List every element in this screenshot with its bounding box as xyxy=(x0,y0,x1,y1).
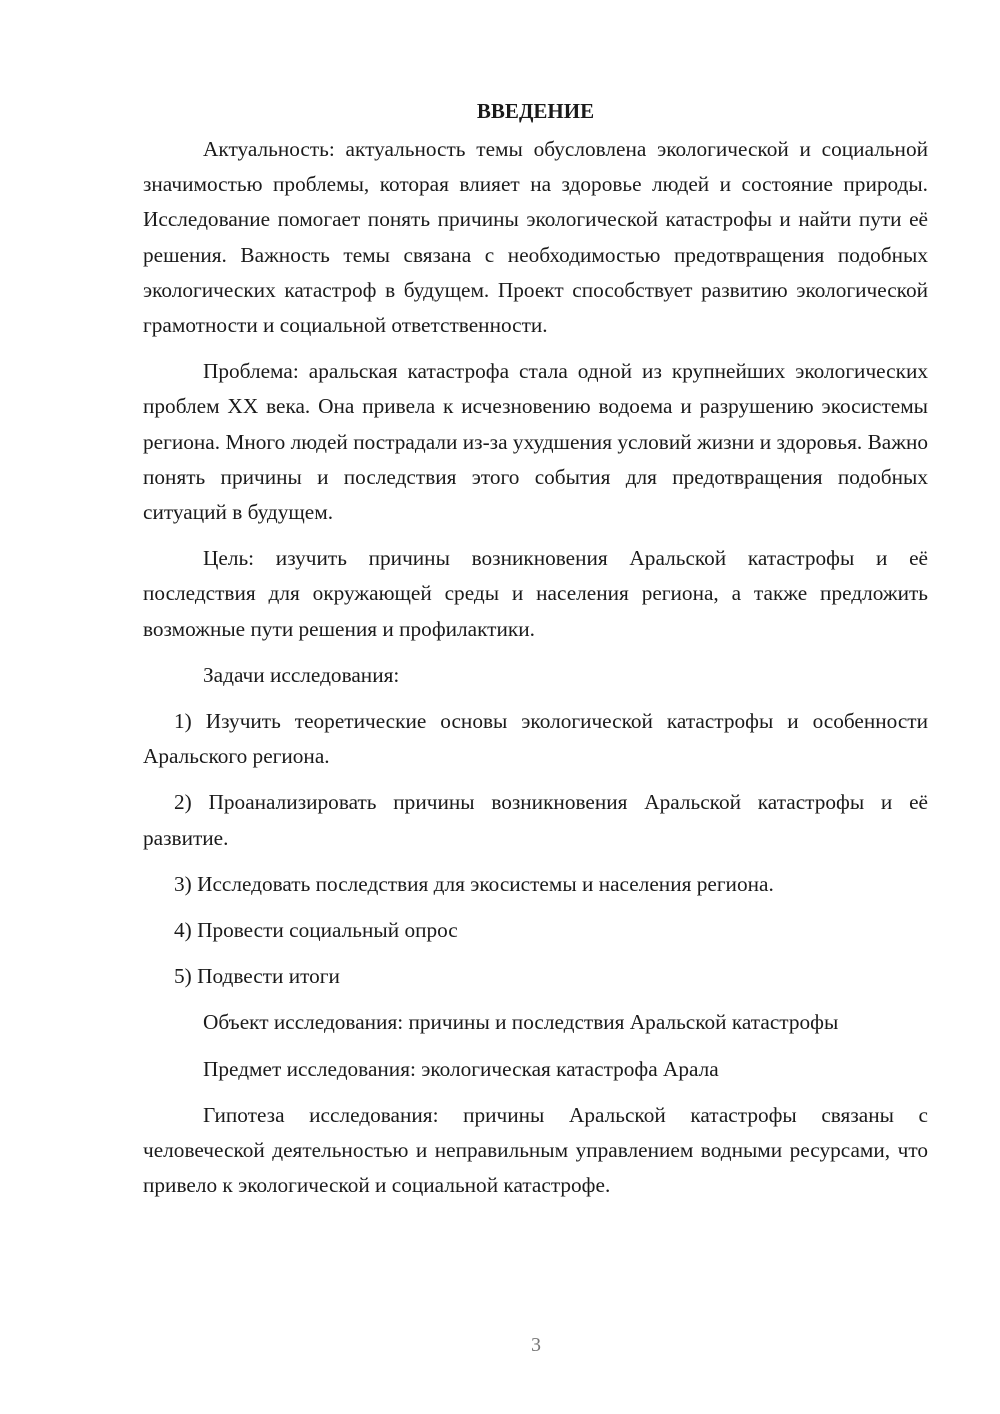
paragraph-subject: Предмет исследования: экологическая катастрофа Арала xyxy=(203,1056,719,1081)
list-item: 5) Подвести итоги xyxy=(174,964,340,989)
list-item: 3) Исследовать последствия для экосистемы и населения региона. xyxy=(174,871,774,896)
paragraph-relevance: Актуальность: актуальность темы обусловлена экологической и социальной значимостью проблемы, которая влияет на здоровье людей и состояние природы. Исследование помогает понять причины экологической катастрофы и найти пути её решения. Важность темы связана с необходимостью предотвращения подобных экологических катастроф в будущем. Проект способствует развитию экологической грамотности и социальной ответственности. xyxy=(143,137,928,338)
paragraph-problem: Проблема: аральская катастрофа стала одной из крупнейших экологических проблем XX века. Она привела к исчезновению водоема и разрушению экосистемы региона. Много людей пострадали из-за ухудшения условий жизни и здоровья. Важно понять причины и последствия этого события для предотвращения подобных ситуаций в будущем. xyxy=(143,359,928,525)
paragraph-goal: Цель: изучить причины возникновения Аральской катастрофы и её последствия для окружающей среды и населения региона, а также предложить возможные пути решения и профилактики. xyxy=(143,546,928,641)
paragraph-hypothesis: Гипотеза исследования: причины Аральской катастрофы связаны с человеческой деятельностью и неправильным управлением водными ресурсами, что привело к экологической и социальной катастрофе. xyxy=(143,1102,928,1198)
section-title: ВВЕДЕНИЕ xyxy=(476,99,595,123)
paragraph-object: Объект исследования: причины и последствия Аральской катастрофы xyxy=(203,1010,839,1035)
paragraph-tasks-heading: Задачи исследования: xyxy=(203,662,400,687)
document-page xyxy=(143,96,928,1214)
list-item: 1) Изучить теоретические основы экологической катастрофы и особенности Аральского региона. xyxy=(143,709,928,769)
list-item: 2) Проанализировать причины возникновения Аральской катастрофы и её развитие. xyxy=(143,790,928,850)
list-item: 4) Провести социальный опрос xyxy=(174,918,458,943)
page-number: 3 xyxy=(531,1334,541,1356)
